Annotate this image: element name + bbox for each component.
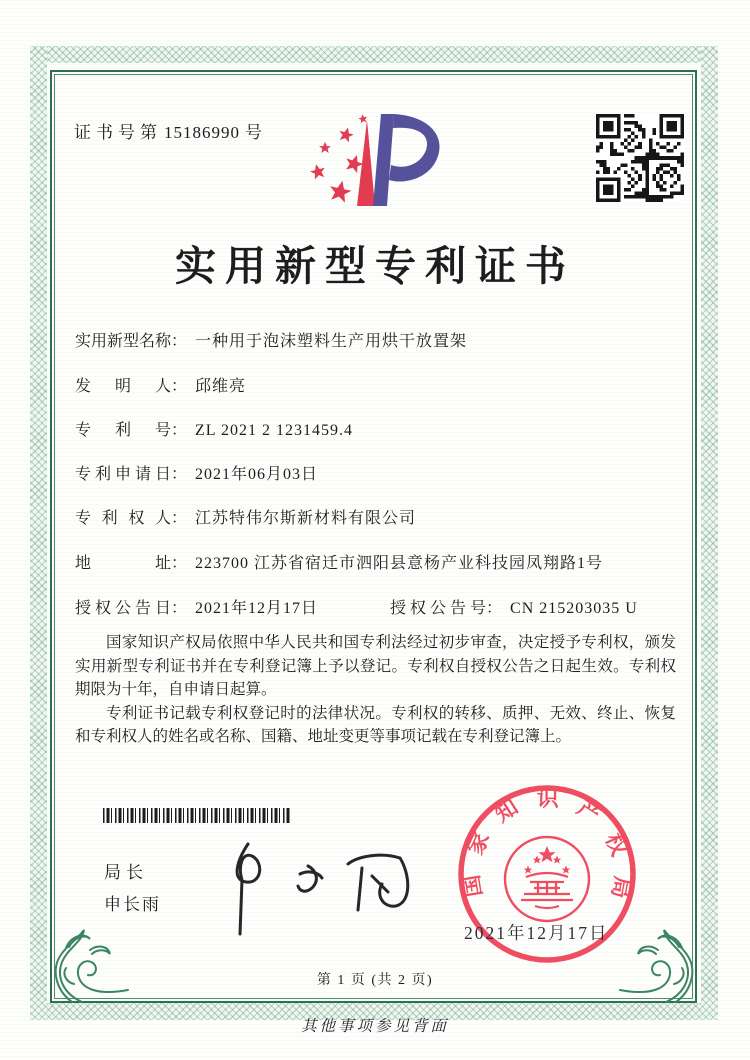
seal-date: 2021年12月17日: [464, 923, 609, 943]
field-colon: ：: [171, 466, 188, 483]
field-row-patentee: [75, 505, 690, 528]
border-ornament-left: [30, 46, 47, 1020]
field-value: 邱维亮: [195, 378, 247, 395]
field-row-grant: [75, 595, 690, 618]
field-label: 专利申请日: [75, 466, 171, 483]
grant-number-group: [390, 595, 638, 618]
field-label: 实用新型名称: [75, 333, 172, 350]
qr-code: [596, 114, 684, 202]
cert-no-suffix: 号: [245, 123, 262, 142]
field-label: 专利权人: [75, 510, 171, 527]
barcode: [103, 808, 291, 823]
field-row-address: [75, 550, 690, 573]
certificate-title: 实用新型专利证书: [175, 243, 575, 289]
field-colon: ：: [171, 600, 188, 617]
commissioner-title: 局长: [104, 863, 148, 882]
field-colon: ：: [171, 510, 188, 527]
field-row-inventor: [75, 373, 690, 396]
legal-text: [75, 631, 676, 749]
legal-paragraph-1: 国家知识产权局依照中华人民共和国专利法经过初步审查，决定授予专利权，颁发实用新型专利证书并在专利登记簿上予以登记。专利权自授权公告之日起生效。专利权期限为十年，自申请日起算。: [75, 634, 676, 698]
official-seal: [450, 779, 646, 975]
border-ornament-right: [701, 46, 718, 1020]
field-label: 地址: [75, 555, 171, 572]
certificate-number: [74, 118, 262, 143]
commissioner-name: 申长雨: [104, 895, 161, 914]
field-label: 专利号: [75, 422, 171, 439]
signature-image: [196, 836, 426, 941]
field-value: 223700 江苏省宿迁市泗阳县意杨产业科技园凤翔路1号: [195, 555, 604, 572]
seal-text: 国家知识产权局: [458, 785, 636, 901]
field-value: 一种用于泡沫塑料生产用烘干放置架: [195, 333, 468, 350]
border-ornament-top: [30, 46, 718, 63]
cert-no-prefix: 证书号第: [74, 123, 162, 142]
field-colon: ：: [486, 600, 503, 617]
cert-no-digits: 15186990: [164, 123, 240, 142]
field-value: CN 215203035 U: [510, 600, 638, 617]
field-value: ZL 2021 2 1231459.4: [195, 422, 353, 439]
field-value: 2021年12月17日: [195, 600, 319, 617]
corner-flourish-icon: [44, 926, 130, 1008]
field-value: 2021年06月03日: [195, 466, 319, 483]
legal-paragraph-2: 专利证书记载专利权登记时的法律状况。专利权的转移、质押、无效、终止、恢复和专利权人的姓名或名称、国籍、地址变更等事项记载在专利登记簿上。: [75, 704, 676, 745]
field-value: 江苏特伟尔斯新材料有限公司: [195, 510, 417, 527]
field-colon: ：: [171, 333, 188, 350]
national-emblem-icon: [505, 837, 589, 921]
field-row-filing-date: [75, 461, 690, 484]
field-label: 发明人: [75, 378, 171, 395]
page-number: 第 1 页 (共 2 页): [316, 973, 434, 988]
cnipa-logo-icon: [294, 104, 460, 218]
field-label: 授权公告号: [390, 600, 486, 617]
back-note: 其他事项参见背面: [300, 1018, 449, 1035]
field-colon: ：: [171, 378, 188, 395]
field-row-utility-name: [75, 328, 690, 351]
field-colon: ：: [171, 555, 188, 572]
field-label: 授权公告日: [75, 600, 171, 617]
field-colon: ：: [171, 422, 188, 439]
field-row-patent-no: [75, 417, 690, 440]
